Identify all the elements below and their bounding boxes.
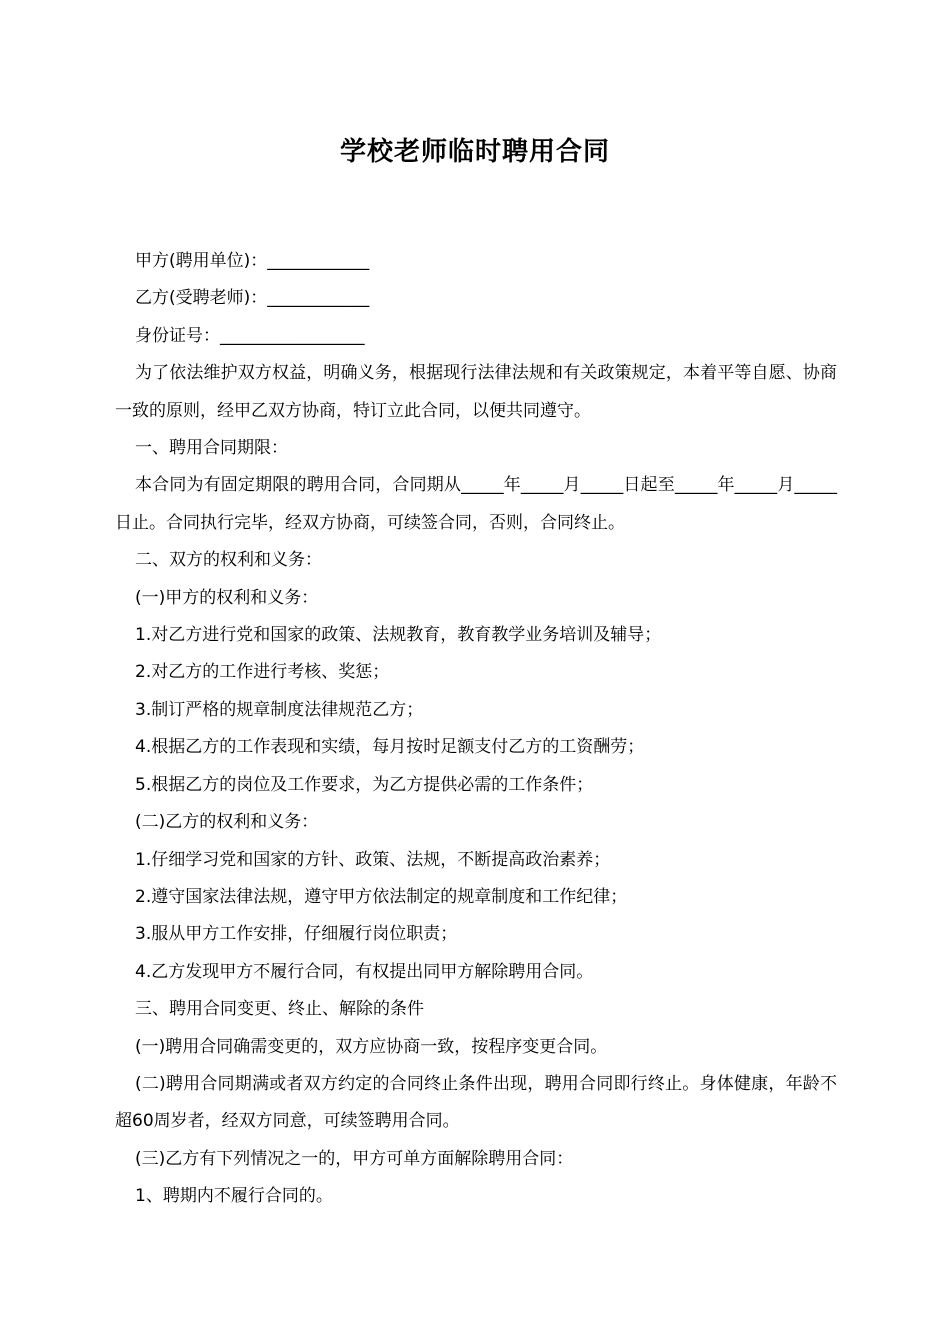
list-item: 1.对乙方进行党和国家的政策、法规教育，教育教学业务培训及辅导； [135,625,662,646]
party-a-line: 甲方(聘用单位)：____________ [135,251,370,271]
list-item: 1.仔细学习党和国家的方针、政策、法规，不断提高政治素养； [135,849,611,870]
section-heading-term: 一、聘用合同期限： [135,438,288,459]
term-paragraph: 本合同为有固定期限的聘用合同，合同期从_____年_____月_____日起至_____年_____月_____日止。合同执行完毕，经双方协商，可续签合同，否则，合同终止。 [115,475,837,533]
section-heading-changes: 三、聘用合同变更、终止、解除的条件 [135,999,424,1020]
preamble-paragraph: 为了依法维护双方权益，明确义务，根据现行法律法规和有关政策规定，本着平等自愿、协商一致的原则，经甲乙双方协商，特订立此合同，以便共同遵守。 [115,363,837,421]
list-item: 3.制订严格的规章制度法律规范乙方； [135,699,424,720]
list-item: 2.对乙方的工作进行考核、奖惩； [135,662,390,683]
clause-paragraph: (三)乙方有下列情况之一的，甲方可单方面解除聘用合同： [135,1148,574,1169]
document-title: 学校老师临时聘用合同 [339,137,610,167]
id-number-line: 身份证号：_________________ [135,325,365,346]
list-item: 3.服从甲方工作安排，仔细履行岗位职责； [135,924,458,945]
section-heading-rights: 二、双方的权利和义务： [135,550,322,571]
list-item: 5.根据乙方的岗位及工作要求，为乙方提供必需的工作条件； [135,774,594,795]
list-item: 4.根据乙方的工作表现和实绩，每月按时足额支付乙方的工资酬劳； [135,737,645,758]
party-b-line: 乙方(受聘老师)：____________ [135,288,370,309]
list-item: 2.遵守国家法律法规，遵守甲方依法制定的规章制度和工作纪律； [135,886,628,907]
subsection-heading-party-b: (二)乙方的权利和义务： [135,812,319,833]
clause-paragraph: (二)聘用合同期满或者双方约定的合同终止条件出现，聘用合同即行终止。身体健康，年龄不超60周岁者，经双方同意，可续签聘用合同。 [115,1073,837,1132]
list-item: 4.乙方发现甲方不履行合同，有权提出同甲方解除聘用合同。 [135,961,594,982]
list-item: 1、聘期内不履行合同的。 [135,1186,333,1207]
clause-paragraph: (一)聘用合同确需变更的，双方应协商一致，按程序变更合同。 [135,1036,608,1057]
subsection-heading-party-a: (一)甲方的权利和义务： [135,587,319,608]
document-body [115,243,837,1216]
